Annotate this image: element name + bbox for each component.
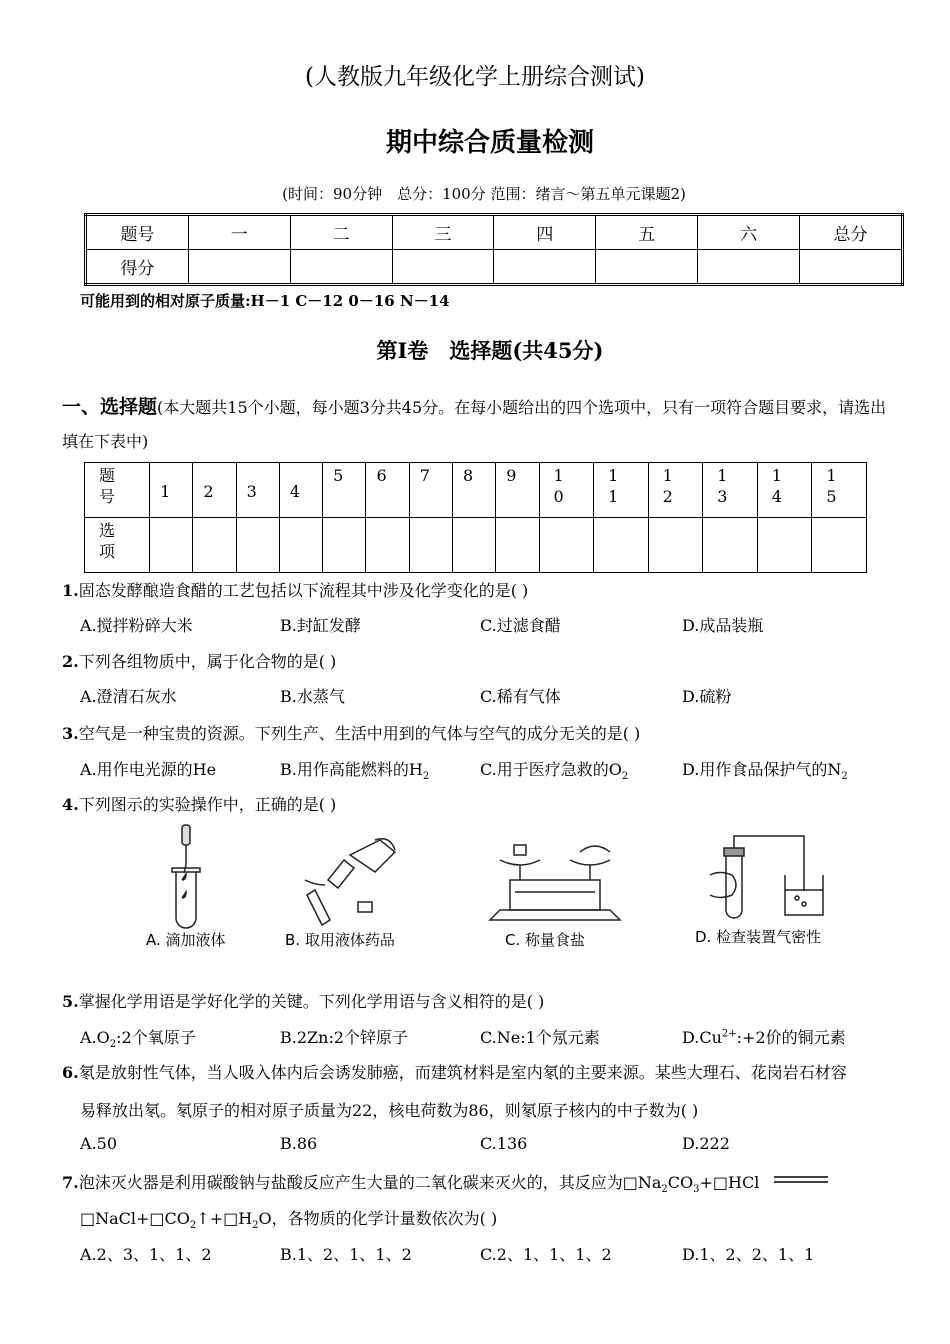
answer-number: 1 5 xyxy=(812,463,867,518)
question-7-cont: $□NaCl+□CO_2↑+□H_2O$，各物质的化学计量数依次为( ) xyxy=(80,1209,498,1232)
question-6-cont: 易释放出氡。氡原子的相对原子质量为22，核电荷数为86，则氡原子核内的中子数为( ) xyxy=(80,1101,699,1120)
dropper-test-tube-icon xyxy=(172,825,200,928)
option: $D.Cu^{2+}:+2$价的铜元素 xyxy=(682,1028,846,1047)
answer-number: 1 0 xyxy=(539,463,594,518)
part1-instructions: (本大题共15个小题，每小题3分共45分。在每小题给出的四个选项中，只有一项符合题目要求，请选出填在下表中) xyxy=(62,398,887,451)
option: D.1、2、2、1、1 xyxy=(682,1245,815,1264)
score-cell[interactable] xyxy=(290,250,392,285)
diagram-caption-c: C. 称量食盐 xyxy=(505,931,586,949)
score-cell[interactable] xyxy=(494,250,596,285)
answer-cell[interactable] xyxy=(539,518,594,573)
option: A.2、3、1、1、2 xyxy=(80,1245,212,1264)
score-cell: 二 xyxy=(290,215,392,250)
question-6: 6.氡是放射性气体，当人吸入体内后会诱发肺癌，而建筑材料是室内氡的主要来源。某些大理石、花岗岩石材容 xyxy=(62,1063,847,1082)
score-cell[interactable] xyxy=(596,250,698,285)
answer-number: 1 4 xyxy=(757,463,812,518)
answer-number: 1 xyxy=(150,463,193,518)
question-5: 5.掌握化学用语是学好化学的关键。下列化学用语与含义相符的是( ) xyxy=(62,992,545,1011)
answer-number: 9 xyxy=(496,463,539,518)
option: C.Ne:1个氖元素 xyxy=(480,1028,600,1047)
diagram-caption-a: A. 滴加液体 xyxy=(146,931,226,949)
answer-number: 4 xyxy=(279,463,322,518)
score-cell: 四 xyxy=(494,215,596,250)
part1-heading xyxy=(62,390,902,459)
answer-number: 1 2 xyxy=(648,463,703,518)
pouring-liquid-icon xyxy=(305,839,395,925)
balance-scale-icon xyxy=(490,845,620,920)
option: D.用作食品保护气的$N_2$ xyxy=(682,760,848,783)
answer-cell[interactable] xyxy=(236,518,279,573)
answer-cell[interactable] xyxy=(366,518,409,573)
question-3: 3.空气是一种宝贵的资源。下列生产、生活中用到的气体与空气的成分无关的是( ) xyxy=(62,724,641,743)
score-cell: 五 xyxy=(596,215,698,250)
answer-cell[interactable] xyxy=(150,518,193,573)
answer-number: 7 xyxy=(409,463,452,518)
score-cell: 题号 xyxy=(86,215,189,250)
equals-sign xyxy=(772,1175,830,1185)
score-value-row xyxy=(86,250,903,285)
section-title: 第Ⅰ卷 选择题(共45分) xyxy=(376,338,604,363)
airtightness-check-icon xyxy=(710,836,823,918)
answer-number: 8 xyxy=(452,463,495,518)
part1-label: 一、选择题 xyxy=(62,396,158,418)
answer-number: 5 xyxy=(323,463,366,518)
answer-cell[interactable] xyxy=(812,518,867,573)
score-cell: 六 xyxy=(698,215,800,250)
answer-number: 1 3 xyxy=(703,463,758,518)
answer-cell[interactable] xyxy=(496,518,539,573)
option: $A.O_2:2$个氧原子 xyxy=(80,1028,196,1051)
score-cell[interactable] xyxy=(188,250,290,285)
answer-row-label: 题 号 xyxy=(85,463,150,518)
paper-subtitle: (人教版九年级化学上册综合测试) xyxy=(305,64,645,90)
answer-cell[interactable] xyxy=(452,518,495,573)
answer-number-row xyxy=(85,463,867,518)
answer-cell[interactable] xyxy=(703,518,758,573)
score-cell: 三 xyxy=(392,215,494,250)
option: B.水蒸气 xyxy=(280,687,345,706)
score-cell[interactable] xyxy=(698,250,800,285)
atomic-masses: 可能用到的相对原子质量:H－1 C－12 0－16 N－14 xyxy=(80,292,450,310)
lab-operations-diagram xyxy=(130,820,850,955)
score-table xyxy=(84,213,904,286)
answer-number: 6 xyxy=(366,463,409,518)
answer-choice-row xyxy=(85,518,867,573)
option: C.2、1、1、1、2 xyxy=(480,1245,612,1264)
score-cell[interactable] xyxy=(800,250,903,285)
option: B.2Zn:2个锌原子 xyxy=(280,1028,409,1047)
score-cell[interactable] xyxy=(392,250,494,285)
option: C.过滤食醋 xyxy=(480,616,561,635)
option: C.用于医疗急救的$O_2$ xyxy=(480,760,629,783)
score-cell: 得分 xyxy=(86,250,189,285)
answer-cell[interactable] xyxy=(594,518,649,573)
answer-cell[interactable] xyxy=(279,518,322,573)
answer-cell[interactable] xyxy=(757,518,812,573)
answer-table xyxy=(84,462,867,573)
option: A.用作电光源的He xyxy=(80,760,217,779)
question-4: 4.下列图示的实验操作中，正确的是( ) xyxy=(62,795,337,814)
option: A.50 xyxy=(80,1134,117,1153)
option: B.用作高能燃料的$H_2$ xyxy=(280,760,430,783)
answer-cell[interactable] xyxy=(648,518,703,573)
answer-number: 2 xyxy=(193,463,236,518)
answer-number: 3 xyxy=(236,463,279,518)
question-2: 2.下列各组物质中，属于化合物的是( ) xyxy=(62,652,337,671)
option: C.稀有气体 xyxy=(480,687,561,706)
diagram-caption-d: D. 检查装置气密性 xyxy=(695,928,822,946)
option: B.1、2、1、1、2 xyxy=(280,1245,412,1264)
option: A.澄清石灰水 xyxy=(80,687,177,706)
score-header-row xyxy=(86,215,903,250)
option: D.成品装瓶 xyxy=(682,616,764,635)
exam-meta: (时间：90分钟 总分：100分 范围：绪言～第五单元课题2) xyxy=(282,185,686,203)
option: B.封缸发酵 xyxy=(280,616,361,635)
option: C.136 xyxy=(480,1134,528,1153)
option: B.86 xyxy=(280,1134,318,1153)
option: A.搅拌粉碎大米 xyxy=(80,616,193,635)
question-1: 1.固态发酵酿造食醋的工艺包括以下流程其中涉及化学变化的是( ) xyxy=(62,581,529,600)
score-cell: 一 xyxy=(188,215,290,250)
answer-number: 1 1 xyxy=(594,463,649,518)
answer-cell[interactable] xyxy=(193,518,236,573)
question-7: 7.泡沫灭火器是利用碳酸钠与盐酸反应产生大量的二氧化碳来灭火的，其反应为$□Na_2CO_3+□HCl$ xyxy=(62,1173,760,1196)
answer-cell[interactable] xyxy=(409,518,452,573)
option: D.222 xyxy=(682,1134,730,1153)
answer-cell[interactable] xyxy=(323,518,366,573)
score-cell: 总分 xyxy=(800,215,903,250)
paper-title: 期中综合质量检测 xyxy=(385,128,594,158)
diagram-caption-b: B. 取用液体药品 xyxy=(285,931,395,949)
option: D.硫粉 xyxy=(682,687,732,706)
answer-row-label: 选 项 xyxy=(85,518,150,573)
